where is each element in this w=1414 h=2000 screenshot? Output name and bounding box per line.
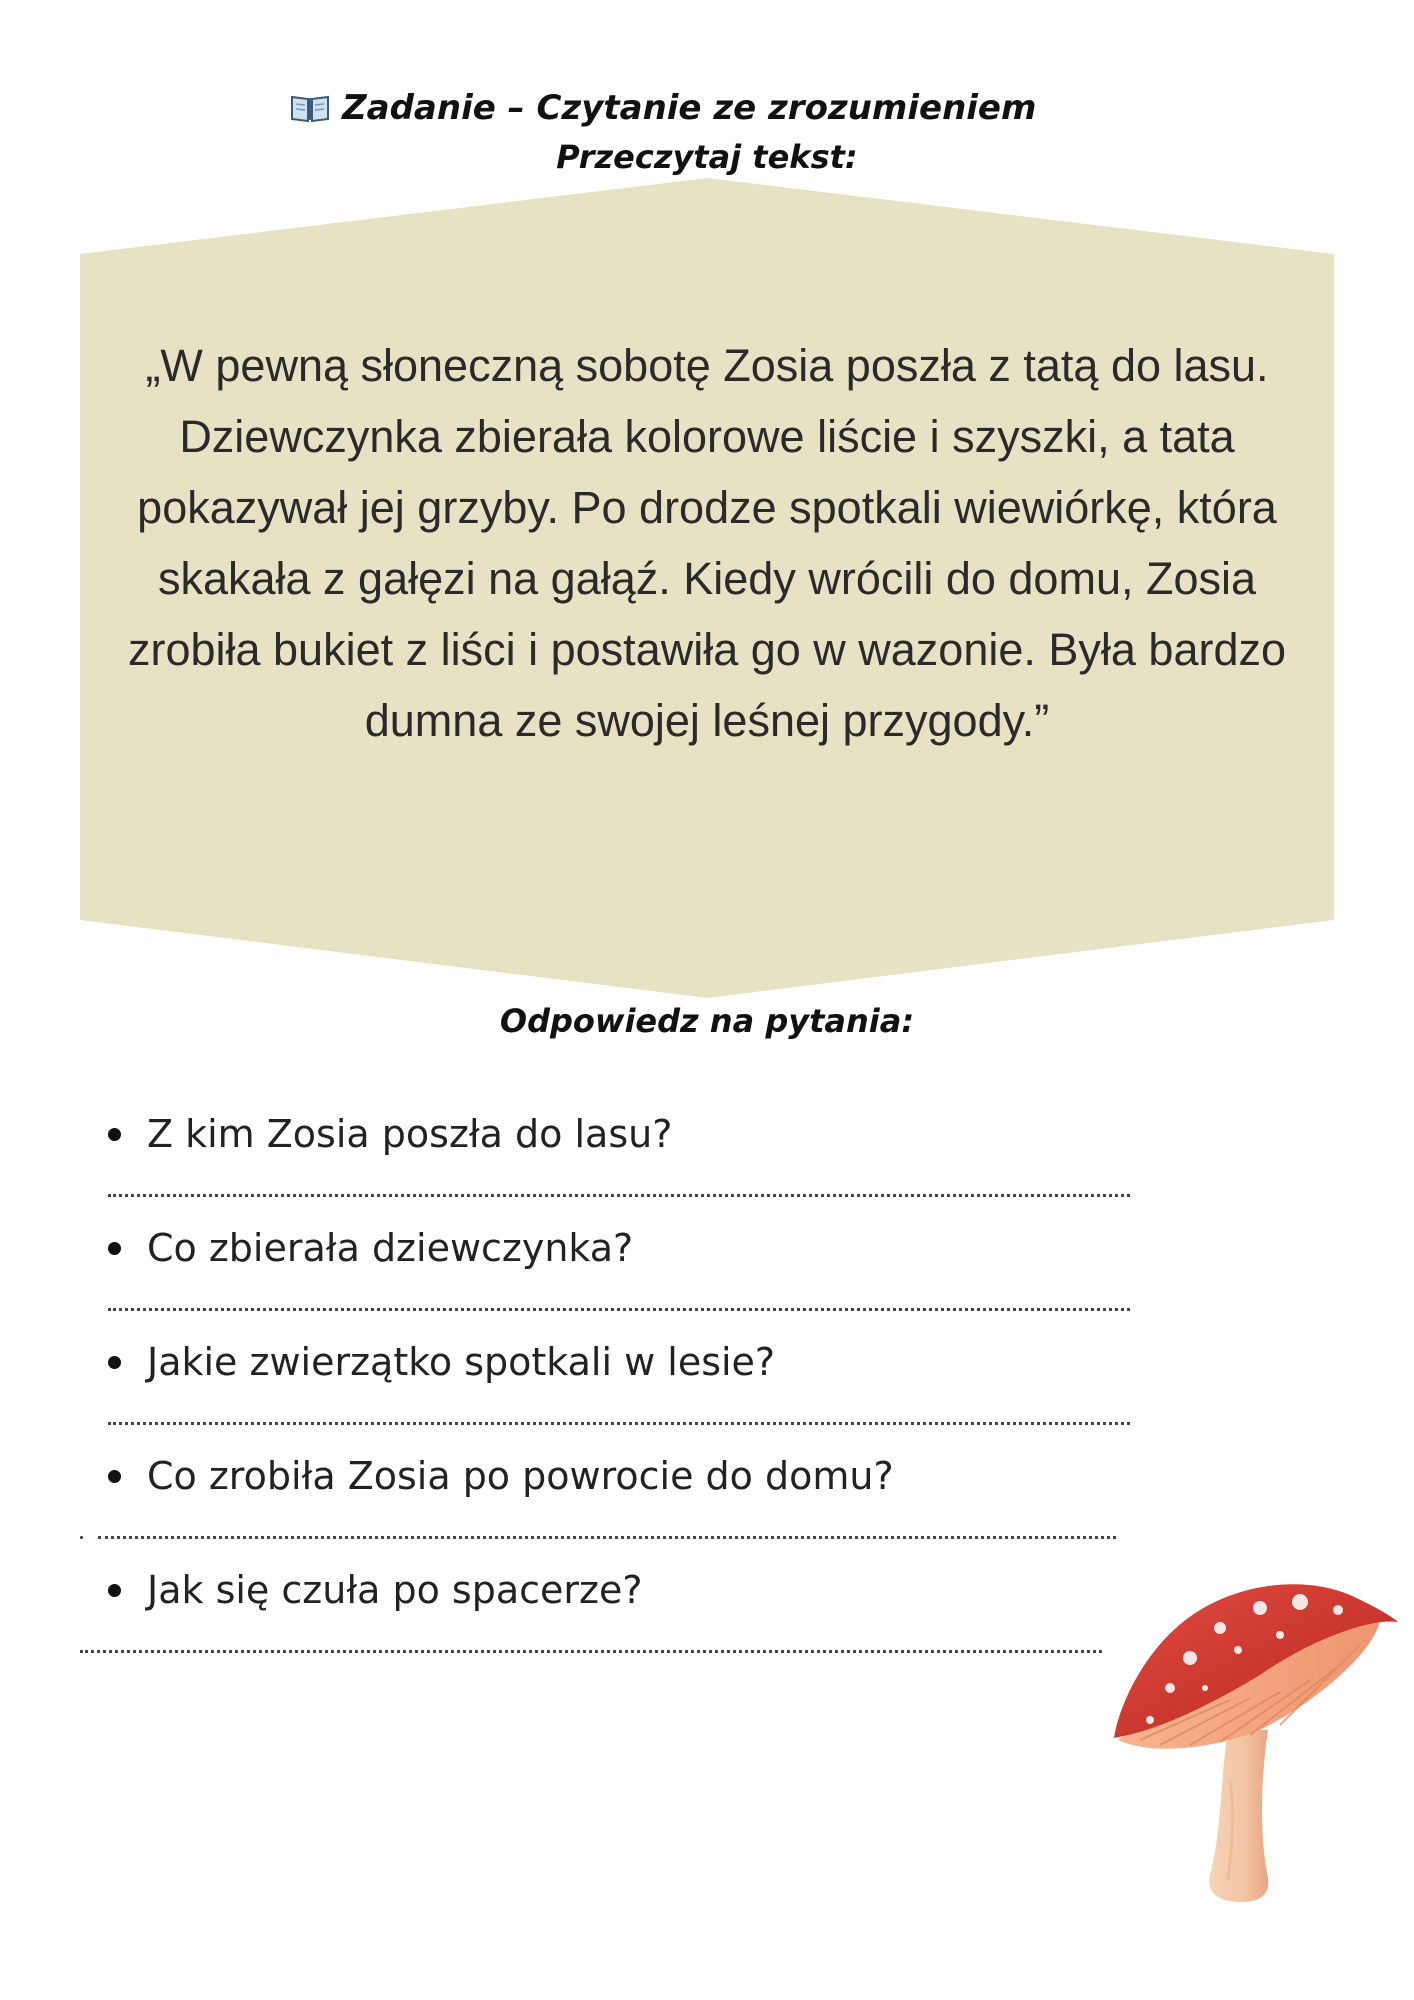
mushroom-dot — [1333, 1605, 1343, 1615]
stray-dot — [80, 1536, 83, 1539]
question-text: Jakie zwierzątko spotkali w lesie? — [147, 1340, 776, 1384]
task-title — [290, 84, 1036, 132]
question-item — [108, 1218, 1108, 1278]
question-text: Jak się czuła po spacerze? — [147, 1568, 643, 1612]
bullet-icon — [108, 1128, 121, 1141]
read-instruction-text: Przeczytaj tekst: — [556, 138, 858, 176]
open-book-icon — [290, 93, 330, 123]
bullet-icon — [108, 1356, 121, 1369]
bullet-icon — [108, 1242, 121, 1255]
mushroom-dot — [1165, 1683, 1175, 1693]
story-line: „W pewną słoneczną sobotę Zosia poszła z tatą do lasu. — [145, 340, 1269, 391]
mushroom-dot — [1214, 1622, 1226, 1634]
mushroom-dot — [1234, 1646, 1242, 1654]
task-title-text: Zadanie – Czytanie ze zrozumieniem — [342, 88, 1037, 128]
answer-line[interactable] — [98, 1536, 1116, 1539]
mushroom-illustration — [1110, 1580, 1400, 1910]
bullet-icon — [108, 1584, 121, 1597]
story-line: Dziewczynka zbierała kolorowe liście i szyszki, a tata — [179, 411, 1235, 462]
question-text: Co zrobiła Zosia po powrocie do domu? — [147, 1454, 894, 1498]
story-line: zrobiła bukiet z liści i postawiła go w wazonie. Była bardzo — [127, 624, 1287, 675]
answer-line[interactable] — [108, 1422, 1130, 1425]
mushroom-dot — [1253, 1601, 1267, 1615]
question-item — [108, 1446, 1108, 1506]
story-line: pokazywał jej grzyby. Po drodze spotkali wiewiórkę, która — [137, 482, 1277, 533]
question-text: Z kim Zosia poszła do lasu? — [147, 1112, 673, 1156]
answer-line[interactable] — [80, 1650, 1102, 1653]
answer-line[interactable] — [108, 1308, 1130, 1311]
question-item — [108, 1104, 1108, 1164]
mushroom-stem — [1209, 1730, 1268, 1902]
mushroom-dot — [1292, 1594, 1308, 1610]
mushroom-dot — [1183, 1651, 1197, 1665]
read-instruction — [0, 138, 1414, 176]
story-line: skakała z gałęzi na gałąź. Kiedy wrócili do domu, Zosia — [157, 553, 1257, 604]
story-line: dumna ze swojej leśnej przygody.” — [364, 695, 1050, 746]
bullet-icon — [108, 1470, 121, 1483]
question-item — [108, 1560, 1108, 1620]
question-text: Co zbierała dziewczynka? — [147, 1226, 634, 1270]
mushroom-dot — [1202, 1685, 1208, 1691]
mushroom-dot — [1276, 1631, 1284, 1639]
question-item — [108, 1332, 1108, 1392]
mushroom-dot — [1146, 1716, 1154, 1724]
story-text — [100, 330, 1314, 756]
questions-header: Odpowiedz na pytania: — [499, 1002, 915, 1040]
answer-line[interactable] — [108, 1194, 1130, 1197]
